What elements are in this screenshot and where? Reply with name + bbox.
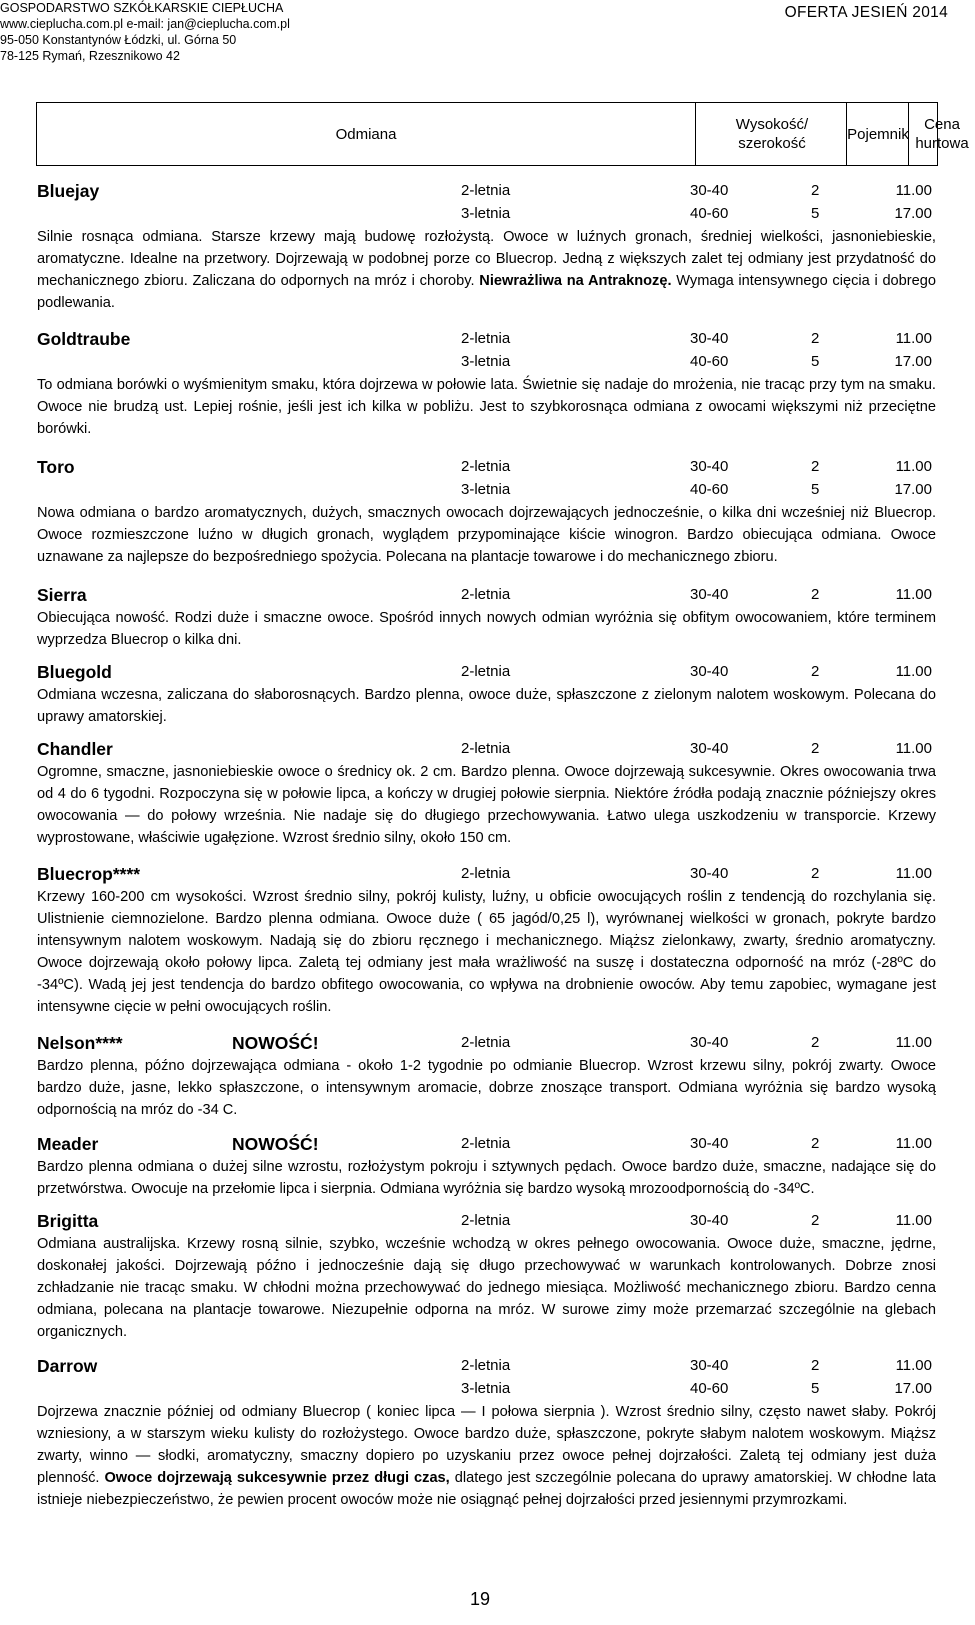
offer-title: OFERTA JESIEŃ 2014 <box>784 4 948 21</box>
description-text: Obiecująca nowość. Rodzi duże i smaczne owoce. Spośród innych nowych odmian wyróżnia się obfitym owocowaniem, które terminem wyprzedza Bluecrop o kilka dni. <box>37 610 936 648</box>
wholesale-price: 17.00 <box>894 205 932 222</box>
company-name: GOSPODARSTWO SZKÓŁKARSKIE CIEPŁUCHA <box>0 1 284 15</box>
company-header <box>0 0 520 64</box>
container-size: 2 <box>811 458 820 475</box>
variety-block <box>36 738 936 849</box>
variety-description <box>37 1055 936 1121</box>
plant-age: 2-letnia <box>461 1135 511 1152</box>
price-row <box>36 328 936 351</box>
new-badge: NOWOŚĆ! <box>232 1033 319 1053</box>
column-price-line2: hurtowa <box>915 135 969 152</box>
column-size-line2: szerokość <box>738 135 806 152</box>
wholesale-price: 11.00 <box>895 663 932 680</box>
price-row <box>36 1355 936 1378</box>
container-size: 2 <box>811 663 820 680</box>
column-size-line1: Wysokość/ <box>735 116 809 133</box>
description-text: To odmiana borówki o wyśmienitym smaku, która dojrzewa w połowie lata. Świetnie się nadaje do mrożenia, nie tracąc przy tym na smaku. Owoce nie brudzą ust. Lepiej rośnie, jeśli jest ich kilka w pobliżu. Jest to szybkorosnąca odmiana z owocami większymi niż przeciętne borówki. <box>37 377 936 437</box>
variety-list <box>36 180 936 1511</box>
column-variety: Odmiana <box>335 125 397 143</box>
variety-block <box>36 180 936 314</box>
variety-block <box>36 661 936 728</box>
variety-name: Sierra <box>37 585 87 605</box>
variety-block <box>36 1032 936 1121</box>
column-divider <box>695 103 696 165</box>
column-size <box>697 103 847 165</box>
price-row <box>36 351 936 374</box>
description-text: Nowa odmiana o bardzo aromatycznych, dużych, smacznych owocach dojrzewających jednocześnie, o kilka dni wcześniej niż Bluecrop. Owoce rozmieszczone luźno w długich gronach, wyglądem przypominające kiście winogron. Bardzo obiecująca odmiana. Owoce uznawane za najlepsze do bezpośredniego spożycia. Polecana na plantacje towarowe i do mechanicznego zbioru. <box>37 505 936 565</box>
variety-name: Brigitta <box>37 1211 99 1231</box>
container-size: 5 <box>811 205 820 222</box>
plant-size: 40-60 <box>690 205 729 222</box>
new-badge: NOWOŚĆ! <box>232 1134 319 1154</box>
container-size: 2 <box>811 865 820 882</box>
price-row <box>36 584 936 607</box>
variety-block <box>36 1133 936 1200</box>
description-text: Ogromne, smaczne, jasnoniebieskie owoce o średnicy ok. 2 cm. Bardzo plenna. Owoce dojrzewają sukcesywnie. Okres owocowania trwa od 4 do 6 tygodni. Rozpoczyna się w połowie lipca, a kończy w drugiej połowie sierpnia. Niektóre źródła podają znacznie późniejszy okres owocowania — do połowy września. Nie nadaje się do długiego przechowywania. Łatwo ulega uszkodzeniu w transporcie. Krzewy wyprostowane, właściwie ugałęzione. Wzrost średnio silny, około 150 cm. <box>37 764 936 846</box>
variety-block <box>36 584 936 651</box>
price-row <box>36 203 936 226</box>
plant-age: 2-letnia <box>461 740 511 757</box>
price-row <box>36 456 936 479</box>
plant-age: 2-letnia <box>461 1034 511 1051</box>
column-container: Pojemnik <box>847 125 909 143</box>
variety-description <box>37 1233 936 1343</box>
variety-name: Meader <box>37 1134 99 1154</box>
column-header-table <box>36 102 969 166</box>
variety-description <box>37 374 936 440</box>
plant-age: 2-letnia <box>461 330 511 347</box>
plant-age: 3-letnia <box>461 481 511 498</box>
variety-description <box>37 1156 936 1200</box>
description-highlight: Owoce dojrzewają sukcesywnie przez długi czas, <box>104 1470 450 1486</box>
plant-size: 30-40 <box>690 1034 729 1051</box>
price-row <box>36 1378 936 1401</box>
address-line-2: 78-125 Rymań, Rzesznikowo 42 <box>0 49 180 63</box>
price-row <box>36 1210 936 1233</box>
address-line-1: 95-050 Konstantynów Łódzki, ul. Górna 50 <box>0 33 237 47</box>
price-row <box>36 738 936 761</box>
wholesale-price: 11.00 <box>895 458 932 475</box>
plant-size: 30-40 <box>690 865 729 882</box>
plant-age: 2-letnia <box>461 182 511 199</box>
container-size: 2 <box>811 182 820 199</box>
variety-name: Bluecrop**** <box>37 864 141 884</box>
page-number: 19 <box>469 1589 491 1609</box>
plant-size: 30-40 <box>690 740 729 757</box>
price-row <box>36 1032 936 1055</box>
container-size: 2 <box>811 330 820 347</box>
container-size: 5 <box>811 353 820 370</box>
plant-age: 2-letnia <box>461 1357 511 1374</box>
plant-size: 40-60 <box>690 481 729 498</box>
container-size: 2 <box>811 586 820 603</box>
description-highlight: Niewrażliwa na Antraknozę. <box>479 273 672 289</box>
description-text: Bardzo plenna odmiana o dużej silne wzrostu, rozłożystym pokroju i sztywnych pędach. Owoce bardzo duże, smaczne, nadające się do przetwórstwa. Owocuje na przełomie lipca i sierpnia. Odmiana wyróżnia się bardzo wysoką mrozoodpornością do -34ºC. <box>37 1159 936 1197</box>
price-row <box>36 1133 936 1156</box>
variety-name: Chandler <box>37 739 113 759</box>
variety-name: Bluegold <box>37 662 112 682</box>
variety-name: Bluejay <box>37 181 100 201</box>
variety-name: Nelson**** <box>37 1033 123 1053</box>
description-text: Odmiana wczesna, zaliczana do słaborosnących. Bardzo plenna, owoce duże, spłaszczone z zielonym nalotem woskowym. Polecana do uprawy amatorskiej. <box>37 687 936 725</box>
price-row <box>36 863 936 886</box>
plant-size: 40-60 <box>690 353 729 370</box>
wholesale-price: 11.00 <box>895 1034 932 1051</box>
variety-description <box>37 684 936 728</box>
plant-age: 3-letnia <box>461 1380 511 1397</box>
plant-age: 2-letnia <box>461 663 511 680</box>
plant-age: 2-letnia <box>461 586 511 603</box>
variety-block <box>36 1355 936 1511</box>
plant-size: 30-40 <box>690 1357 729 1374</box>
variety-name: Goldtraube <box>37 329 131 349</box>
wholesale-price: 17.00 <box>894 481 932 498</box>
variety-description <box>37 226 936 314</box>
price-row <box>36 180 936 203</box>
wholesale-price: 11.00 <box>895 1357 932 1374</box>
plant-size: 30-40 <box>690 458 729 475</box>
wholesale-price: 11.00 <box>895 865 932 882</box>
variety-description <box>37 761 936 849</box>
column-price-line1: Cena <box>924 116 960 133</box>
description-text: Silnie rosnąca odmiana. Starsze krzewy mają budowę rozłożystą. Owoce w luźnych gronach, średniej wielkości, jasnoniebieskie, aromatyczne. Idealne na przetwory. Dojrzewają w podobnej porze co Bluecrop. Jedną z większych zalet tej odmiany jest przydatność do mechanicznego zbioru. Zaliczana do odpornych na mróz i choroby. <box>37 229 936 289</box>
container-size: 2 <box>811 1135 820 1152</box>
contact-line: www.cieplucha.com.pl e-mail: jan@cieplucha.com.pl <box>0 17 290 31</box>
variety-name: Darrow <box>37 1356 98 1376</box>
plant-size: 30-40 <box>690 330 729 347</box>
wholesale-price: 17.00 <box>894 1380 932 1397</box>
description-text: Bardzo plenna, późno dojrzewająca odmiana - około 1-2 tygodnie po odmianie Bluecrop. Wzrost krzewu silny, pokrój zwarty. Owoce bardzo duże, jasne, lekko spłaszczone, o intensywnym aromacie, dobrze znoszące transport. Odmiana wyróżnia się bardzo wysoką odpornością na mróz do -34 C. <box>37 1058 936 1118</box>
plant-age: 3-letnia <box>461 353 511 370</box>
wholesale-price: 11.00 <box>895 182 932 199</box>
wholesale-price: 17.00 <box>894 353 932 370</box>
variety-description <box>37 502 936 568</box>
plant-size: 40-60 <box>690 1380 729 1397</box>
variety-name: Toro <box>37 457 75 477</box>
column-price <box>909 103 975 165</box>
plant-size: 30-40 <box>690 1212 729 1229</box>
description-text: Dojrzewa znacznie później od odmiany Bluecrop ( koniec lipca — I połowa sierpnia ). Wzrost średnio silny, często nawet słaby. Pokrój wzniesiony, a w starszym wieku kulisty do rozłożystego. Owoce bardzo duże, spłaszczone, pokryte słabym nalotem woskowym. Miąższ zwarty, winno — słodki, aromatyczny, smaczny dopiero po uzyskaniu przez owoce pełnej dojrzałości. Zaletą tej odmiany jest duża plenność. <box>37 1404 936 1486</box>
container-size: 5 <box>811 481 820 498</box>
wholesale-price: 11.00 <box>895 1212 932 1229</box>
price-row <box>36 661 936 684</box>
plant-age: 3-letnia <box>461 205 511 222</box>
wholesale-price: 11.00 <box>895 586 932 603</box>
plant-age: 2-letnia <box>461 1212 511 1229</box>
description-text: dlatego jest szczególnie polecana do uprawy amatorskiej. W chłodne lata istnieje niebezpieczeństwo, że pewien procent owoców może nie osiągnąć pełnej dojrzałości przed jesiennymi przymrozkami. <box>37 1470 936 1508</box>
variety-block <box>36 328 936 440</box>
variety-description <box>37 607 936 651</box>
variety-description <box>37 1401 936 1511</box>
plant-size: 30-40 <box>690 1135 729 1152</box>
variety-block <box>36 1210 936 1343</box>
wholesale-price: 11.00 <box>895 330 932 347</box>
wholesale-price: 11.00 <box>895 1135 932 1152</box>
container-size: 5 <box>811 1380 820 1397</box>
wholesale-price: 11.00 <box>895 740 932 757</box>
plant-age: 2-letnia <box>461 458 511 475</box>
plant-age: 2-letnia <box>461 865 511 882</box>
container-size: 2 <box>811 1034 820 1051</box>
container-size: 2 <box>811 1357 820 1374</box>
container-size: 2 <box>811 1212 820 1229</box>
price-row <box>36 479 936 502</box>
container-size: 2 <box>811 740 820 757</box>
plant-size: 30-40 <box>690 586 729 603</box>
description-text: Krzewy 160-200 cm wysokości. Wzrost średnio silny, pokrój kulisty, luźny, u obficie owocujących roślin z tendencją do rozchylania się. Ulistnienie ciemnozielone. Bardzo plenna odmiana. Owoce duże ( 65 jagód/0,25 l), wyrównanej wielkości w gronach, pokryte bardzo intensywnym nalotem woskowym. Nadają się do zbioru ręcznego i mechanicznego. Miąższ zielonkawy, zwarty, średnio aromatyczny. Owoce dojrzewają około połowy lipca. Zaletą tej odmiany jest mała wrażliwość na suszę i dostateczna odporność na mróz (-28ºC do -34ºC). Wadą jej jest tendencja do bardzo obfitego owocowania, co wpływa na drobnienie owoców. Aby temu zapobiec, wymagane jest intensywne cięcie w pełni owocujących roślin. <box>37 889 936 1015</box>
variety-block <box>36 863 936 1018</box>
plant-size: 30-40 <box>690 663 729 680</box>
description-text: Wymaga intensywnego cięcia i dobrego podlewania. <box>37 273 937 311</box>
description-text: Odmiana australijska. Krzewy rosną silnie, szybko, wcześnie wchodzą w okres pełnego owocowania. Owoce duże, smaczne, jędrne, doskonałej jakości. Dojrzewają późno i jednocześnie dają się długo przechowywać w warunkach kontrolowanych. Dobrze znosi zchładzanie nie tracąc smaku. W chłodni można przechowywać do jednego miesiąca. Możliwość mechanicznego zbioru. Bardzo cenna odmiana, polecana na plantacje towarowe. Niezupełnie odporna na mróz. W surowe zimy może przemarzać szczególnie na glebach organicznych. <box>37 1236 936 1340</box>
variety-block <box>36 456 936 568</box>
variety-description <box>37 886 936 1018</box>
plant-size: 30-40 <box>690 182 729 199</box>
